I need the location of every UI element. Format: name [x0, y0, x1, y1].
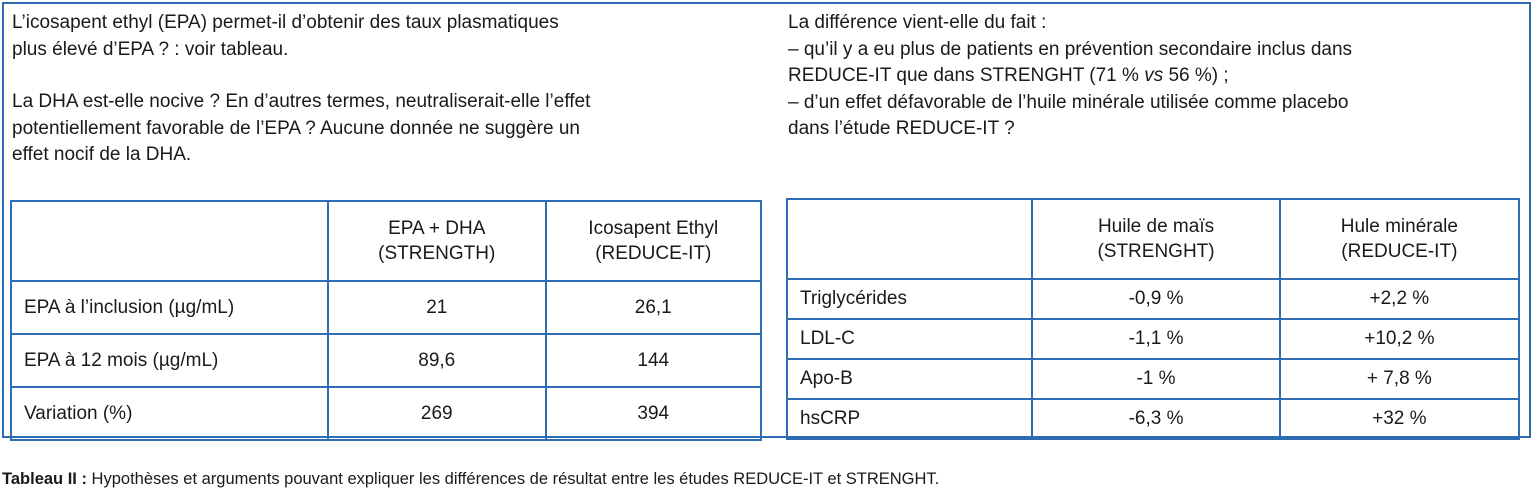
text-line: – qu’il y a eu plus de patients en prévention secondaire inclus dans — [788, 38, 1353, 60]
cell-value: -1,1 % — [1032, 319, 1279, 359]
text-line: dans l’étude REDUCE-IT ? — [788, 118, 1015, 139]
cell-value: 394 — [546, 387, 761, 440]
cell-value: +32 % — [1280, 399, 1519, 439]
text-line: potentiellement favorable de l’EPA ? Aucune donnée ne suggère un — [12, 117, 580, 139]
table-row — [11, 387, 761, 440]
text-line: La différence vient-elle du fait : — [788, 12, 1047, 33]
left-paragraph-1 — [12, 10, 762, 63]
column-header: EPA + DHA (STRENGTH) — [328, 201, 546, 281]
table-row — [787, 359, 1519, 399]
text-line: plus élevé d’EPA ? : voir tableau. — [12, 38, 289, 60]
text-line: – d’un effet défavorable de l’huile minérale utilisée comme placebo — [788, 91, 1349, 113]
cell-value: -1 % — [1032, 359, 1279, 399]
row-label: Apo-B — [787, 359, 1032, 399]
text-line: effet nocif de la DHA. — [12, 144, 192, 165]
column-header: Huile de maïs (STRENGHT) — [1032, 199, 1279, 279]
row-label: hsCRP — [787, 399, 1032, 439]
caption-label: Tableau II : — [2, 470, 87, 488]
column-header: Hule minérale (REDUCE-IT) — [1280, 199, 1519, 279]
cell-value: -6,3 % — [1032, 399, 1279, 439]
column-header: Icosapent Ethyl (REDUCE-IT) — [546, 201, 761, 281]
right-column — [788, 10, 1518, 143]
text-line: REDUCE-IT que dans STRENGHT (71 % — [788, 65, 1145, 86]
table-row — [787, 319, 1519, 359]
cell-value: 26,1 — [546, 281, 761, 334]
table-row — [787, 399, 1519, 439]
placebo-effects-table — [786, 198, 1520, 440]
row-label: Triglycérides — [787, 279, 1032, 319]
row-label: LDL-C — [787, 319, 1032, 359]
right-paragraph — [788, 10, 1518, 143]
italic-vs: vs — [1144, 65, 1164, 86]
left-column — [12, 10, 762, 169]
cell-value: + 7,8 % — [1280, 359, 1519, 399]
row-label: EPA à l’inclusion (µg/mL) — [11, 281, 328, 334]
caption-text: Hypothèses et arguments pouvant expliquer les différences de résultat entre les études REDUCE-IT et STRENGHT. — [86, 470, 940, 488]
table-row — [11, 281, 761, 334]
epa-levels-table — [10, 200, 762, 441]
text-line: L’icosapent ethyl (EPA) permet-il d’obtenir des taux plasmatiques — [12, 12, 559, 33]
cell-value: -0,9 % — [1032, 279, 1279, 319]
cell-value: 21 — [328, 281, 546, 334]
cell-value: 269 — [328, 387, 546, 440]
empty-header-cell — [11, 201, 328, 281]
table-header-row — [11, 201, 761, 281]
cell-value: 89,6 — [328, 334, 546, 387]
table-header-row — [787, 199, 1519, 279]
cell-value: 144 — [546, 334, 761, 387]
table-row — [11, 334, 761, 387]
row-label: Variation (%) — [11, 387, 328, 440]
cell-value: +2,2 % — [1280, 279, 1519, 319]
table-row — [787, 279, 1519, 319]
cell-value: +10,2 % — [1280, 319, 1519, 359]
text-line: 56 %) ; — [1163, 65, 1229, 86]
text-line: La DHA est-elle nocive ? En d’autres termes, neutraliserait-elle l’effet — [12, 91, 591, 112]
empty-header-cell — [787, 199, 1032, 279]
left-paragraph-2 — [12, 89, 762, 169]
row-label: EPA à 12 mois (µg/mL) — [11, 334, 328, 387]
table-caption — [2, 470, 939, 489]
